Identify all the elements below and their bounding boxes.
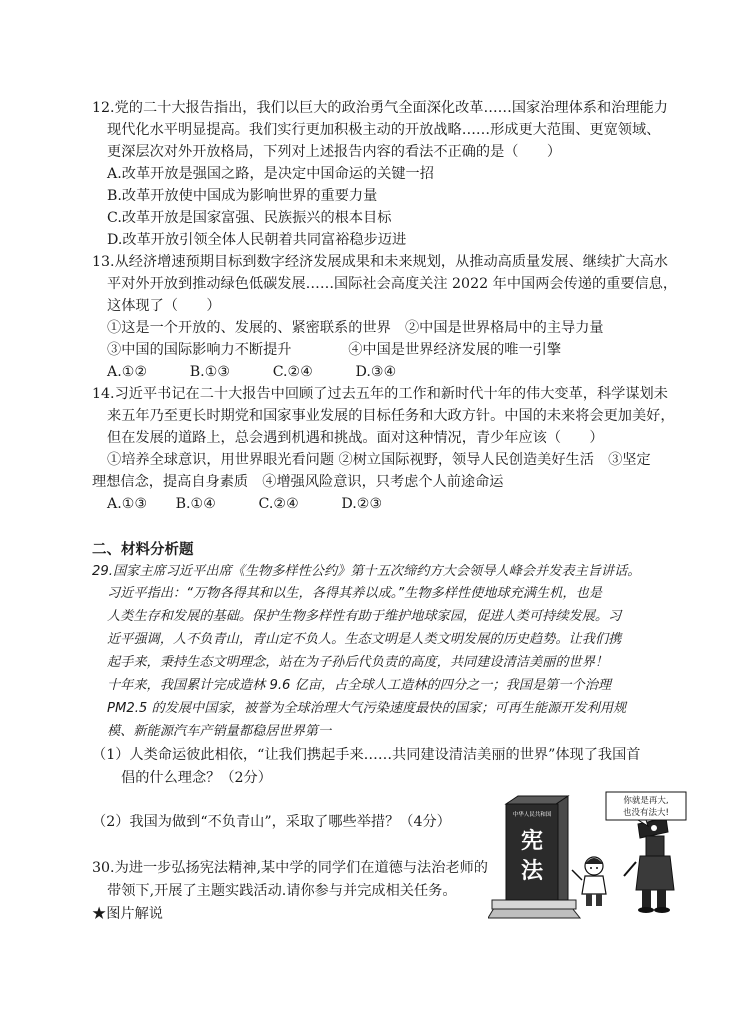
q12-option-a: A.改革开放是强国之路，是决定中国命运的关键一招 (107, 166, 434, 182)
speech-bubble (606, 792, 686, 826)
q30-stem-line2: 带领下,开展了主题实践活动.请你参与并完成相关任务。 (107, 883, 457, 899)
q13-statements-2: ③中国的国际影响力不断提升 ④中国是世界经济发展的唯一引擎 (107, 342, 562, 358)
q29-material-line7: PM2.5 的发展中国家，被誉为全球治理大气污染速度最快的国家；可再生能源开发利用规 (107, 701, 627, 716)
stone-header-text: 中华人民共和国 (512, 812, 552, 818)
q29-material-line3: 人类生存和发展的基础。保护生物多样性有助于维护地球家园，促进人类可持续发展。习 (107, 609, 622, 624)
q29-subquestion-2: （2）我国为做到“不负青山”，采取了哪些举措？（4分） (92, 814, 451, 830)
child-figure (572, 857, 606, 906)
q14-choices: A.①③ B.①④ C.②④ D.②③ (107, 496, 383, 512)
speech-bubble-line1: 你就是再大, (623, 796, 669, 806)
q14-statements-1: ①培养全球意识，用世界眼光看问题 ②树立国际视野，领导人民创造美好生活 ③坚定 (107, 452, 651, 468)
q29-subquestion-1-cont: 倡的什么理念？（2分） (121, 770, 272, 786)
q14-stem-line3: 但在发展的道路上，总会遇到机遇和挑战。面对这种情况，青少年应该（ ） (107, 430, 604, 446)
q12-stem-line2: 现代化水平明显提高。我们实行更加积极主动的开放战略……形成更大范围、更宽领域、 (107, 122, 661, 138)
q13-statements-1: ①这是一个开放的、发展的、紧密联系的世界 ②中国是世界格局中的主导力量 (107, 320, 604, 336)
q12-option-d: D.改革开放引领全体人民朝着共同富裕稳步迈进 (107, 232, 407, 248)
q29-material-line5: 起手来，秉持生态文明理念，站在为子孙后代负责的高度，共同建设清洁美丽的世界！ (107, 655, 609, 670)
q12-option-c: C.改革开放是国家富强、民族振兴的根本目标 (107, 210, 392, 226)
q30-picture-caption: ★图片解说 (92, 906, 163, 922)
stone-char-xian: 宪 (520, 829, 544, 854)
q12-stem-line3: 更深层次对外开放格局，下列对上述报告内容的看法不正确的是（ ） (107, 144, 562, 160)
q13-stem-line1: 13.从经济增速预期目标到数字经济发展成果和未来规划，从推动高质量发展、继续扩大高水 (92, 254, 668, 270)
q13-stem-line3: 这体现了（ ） (107, 298, 221, 314)
q14-stem-line1: 14.习近平书记在二十大报告中回顾了过去五年的工作和新时代十年的伟大变革，科学谋划未 (92, 386, 668, 402)
q14-statements-2: 理想信念，提高自身素质 ④增强风险意识，只考虑个人前途命运 (92, 474, 504, 490)
section-heading: 二、材料分析题 (92, 542, 194, 558)
q29-material-line4: 近平强调，人不负青山，青山定不负人。生态文明是人类文明发展的历史趋势。让我们携 (107, 632, 622, 647)
q12-option-b: B.改革开放使中国成为影响世界的重要力量 (107, 188, 378, 204)
q14-stem-line2: 来五年乃至更长时期党和国家事业发展的目标任务和大政方针。中国的未来将会更加美好， (107, 408, 675, 424)
q13-choices: A.①② B.①③ C.②④ D.③④ (107, 364, 397, 380)
q29-material-line1: 29.国家主席习近平出席《生物多样性公约》第十五次缔约方大会领导人峰会并发表主旨讲话。 (92, 564, 641, 579)
q29-material-line6: 十年来，我国累计完成造林 9.6 亿亩，占全球人工造林的四分之一；我国是第一个治理 (107, 678, 612, 693)
stone-top (506, 796, 568, 804)
q29-material-line2: 习近平指出：“万物各得其和以生，各得其养以成。”生物多样性使地球充满生机，也是 (107, 586, 602, 601)
q13-stem-line2: 平对外开放到推动绿色低碳发展……国际社会高度关注 2022 年中国两会传递的重要信息， (107, 276, 678, 292)
stone-char-fa: 法 (520, 859, 544, 884)
speech-bubble-line2: 也没有法大! (623, 808, 669, 818)
stone-plinth (492, 900, 576, 909)
gavel-figure (624, 818, 674, 913)
q12-stem-line1: 12.党的二十大报告指出，我们以巨大的政治勇气全面深化改革……国家治理体系和治理能力 (92, 100, 668, 116)
q30-stem-line1: 30.为进一步弘扬宪法精神,某中学的同学们在道德与法治老师的 (92, 860, 488, 876)
q29-material-line8: 模、新能源汽车产销量都稳居世界第一 (107, 724, 332, 739)
constitution-cartoon (488, 790, 716, 920)
q29-subquestion-1: （1）人类命运彼此相依，“让我们携起手来……共同建设清洁美丽的世界”体现了我国首 (92, 747, 641, 763)
